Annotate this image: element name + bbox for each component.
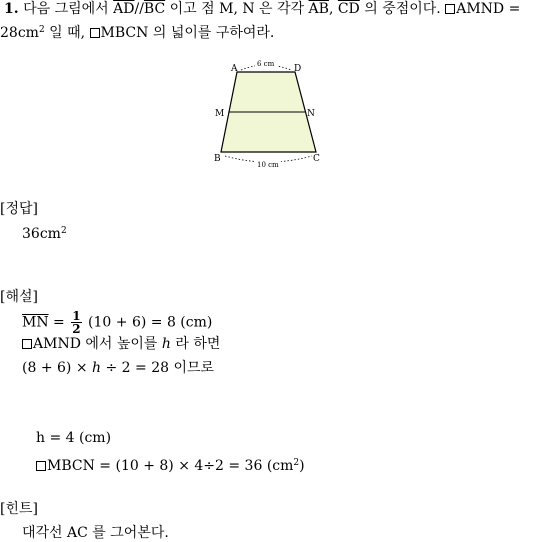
fraction-numerator: 1 [72,309,81,323]
question-number: 1. [4,1,19,17]
fraction-half [71,310,81,335]
superscript: 2 [38,25,45,35]
superscript: 2 [293,458,300,468]
equation-text: (10 + 6) = 8 (cm) [88,314,213,331]
question-text: 일 때, [49,25,86,41]
label-n: N [307,109,315,119]
segment-ab: $\overline{AB}$ [308,1,329,17]
question-text: 의 중점이다. [364,1,441,17]
label-a: A [231,64,238,74]
question-line-1 [4,0,520,18]
square-icon [36,461,46,471]
explanation-header: [해설] [0,289,38,305]
quad-amnd: AMND = [456,1,521,17]
label-c: C [313,154,320,164]
variable-h: h [92,360,102,376]
hint-text: 대각선 AC 를 그어본다. [22,525,169,541]
segment-mn: $\overline{MN}$ [22,314,49,331]
bottom-length-label: 10 cm [257,161,279,169]
equals: = [53,314,65,331]
answer-text: 36cm [22,226,61,242]
fraction-denominator: 2 [72,322,81,336]
explanation-line-5 [36,457,305,475]
label-m: M [215,109,225,119]
segment-ad: $\overline{AD}$ [113,1,135,17]
explanation-line-1 [22,310,212,335]
unit-text: (cm [266,458,294,474]
question-text: 이고 점 M, N 은 각각 [169,1,305,17]
unit-text: ) [299,458,305,474]
variable-h: h [161,336,171,352]
explanation-line-3 [22,359,214,377]
explanation-text: AMND 에서 높이를 [33,336,158,352]
explanation-text: 라 하면 [175,336,221,352]
equation-text: MBCN = (10 + 8) × 4÷2 = 36 [47,458,263,474]
square-icon [22,339,32,349]
hint-header: [힌트] [0,501,38,517]
explanation-line-4: h = 4 (cm) [36,430,112,446]
question-text: 의 넓이를 구하여라. [152,25,275,41]
label-d: D [294,64,302,74]
superscript: 2 [60,226,67,236]
area-value: 28cm [0,25,39,41]
square-icon [90,28,100,38]
equation-text: ÷ 2 = 28 이므로 [105,360,215,376]
parallel-symbol: // [134,1,144,17]
segment-bc: $\overline{BC}$ [143,1,166,17]
quad-mbcn: MBCN [100,25,149,41]
trapezoid-figure [0,58,547,178]
question-line-2 [0,24,274,42]
label-b: B [214,154,221,164]
segment-cd: $\overline{CD}$ [337,1,360,17]
answer-header: [정답] [0,201,38,217]
equation-text: (8 + 6) × [22,360,88,376]
top-length-label: 6 cm [257,60,275,68]
square-icon [445,4,455,14]
explanation-line-2 [22,335,220,353]
answer-value [22,225,67,243]
comma: , [328,1,334,17]
question-text: 다음 그림에서 [23,1,109,17]
